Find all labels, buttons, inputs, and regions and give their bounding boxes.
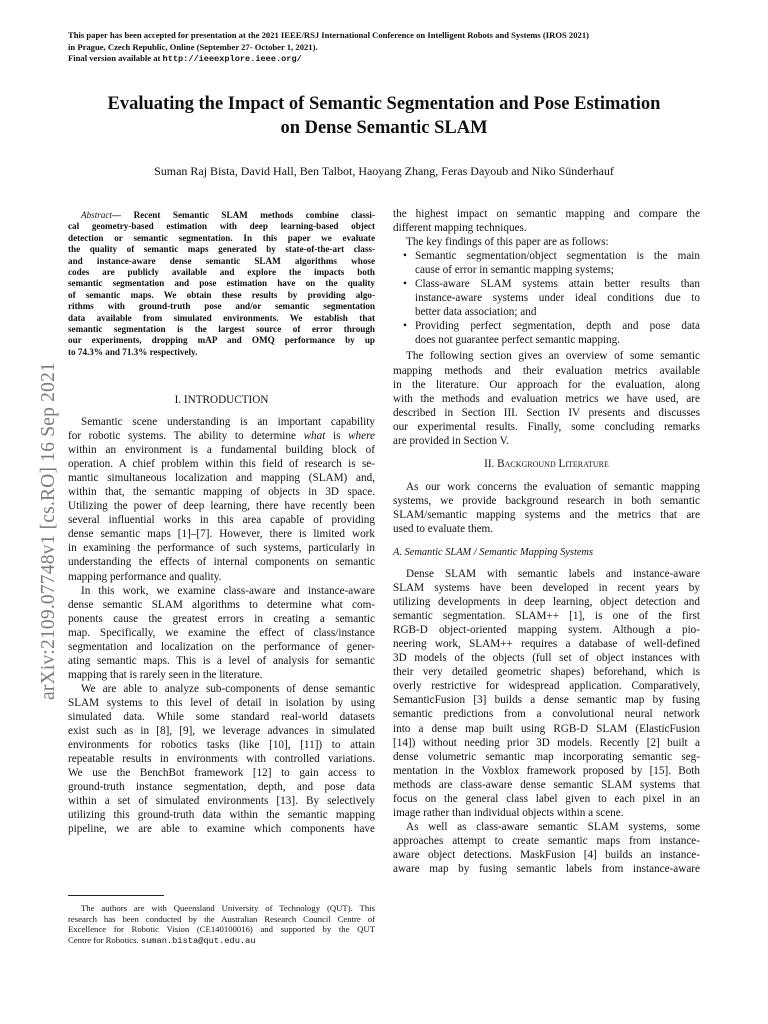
text-line: their very detailed geometric shapes) beforehand, which is bbox=[393, 666, 700, 679]
text-line: our experimental results. Finally, some concluding remarks bbox=[393, 420, 700, 433]
text-line: ponents cause the greatest errors in creating a semantic bbox=[68, 612, 375, 625]
text-line: Utilizing the power of deep learning, there have recently been bbox=[68, 500, 375, 513]
subsection-heading: A. Semantic SLAM / Semantic Mapping Systems bbox=[393, 546, 593, 558]
text-line: focus on the general class label given to each pixel in an bbox=[393, 792, 700, 805]
abstract-line: our experiments, dropping mAP and OMQ performance by up bbox=[68, 335, 375, 346]
abstract bbox=[68, 210, 375, 358]
abstract-line: semantic segmentation is the largest source of error through bbox=[68, 324, 375, 335]
text-line: used to evaluate them. bbox=[393, 522, 494, 535]
text-line: in the literature. Our approach for the evaluation, along bbox=[393, 378, 700, 391]
right-paragraph-4 bbox=[393, 820, 700, 876]
text-line: 3D models of the objects (full set of object instances with bbox=[393, 652, 700, 665]
text-line: map. Specifically, we examine the effect of class/instance bbox=[68, 626, 375, 639]
title-line-1: Evaluating the Impact of Semantic Segmentation and Pose Estimation bbox=[107, 94, 661, 114]
findings-intro: The key findings of this paper are as follows: bbox=[406, 236, 609, 249]
text-line: dense semantic maps [1]–[7]. However, there is limited work bbox=[68, 528, 375, 541]
footnote-line: Excellence for Robotic Vision (CE140100016) and supported by the QUT bbox=[68, 924, 375, 934]
text-line: simulated data. While some standard real-world datasets bbox=[68, 710, 375, 723]
text-line: for robotic systems. The ability to determine what is where bbox=[68, 430, 376, 443]
abstract-line: codes are publicly available and explore the impacts both bbox=[68, 267, 375, 278]
text-line: semantic predictions from a convolutional neural network bbox=[393, 708, 700, 721]
text-line: dense semantic SLAM algorithms to determine what com- bbox=[68, 598, 375, 611]
text-line: mantic simultaneous localization and mapping (SLAM) and, bbox=[68, 472, 375, 485]
text-line: As our work concerns the evaluation of semantic mapping bbox=[406, 480, 700, 493]
text-line: systems, we provide background research in both semantic bbox=[393, 494, 700, 507]
text-line: exist such as in [8], [9], we leverage advances in simulated bbox=[68, 725, 375, 738]
notice-line-3-prefix: Final version available at bbox=[68, 53, 163, 63]
abstract-line: cal geometry-based estimation with deep learning-based object bbox=[68, 221, 375, 232]
footnote bbox=[68, 903, 375, 946]
text-line: mentation in the Voxblox framework proposed by [15]. Both bbox=[393, 764, 700, 777]
text-line: within an environment is a fundamental building block of bbox=[68, 444, 375, 457]
text-line: several influential works in this area capable of providing bbox=[68, 514, 375, 527]
text-line: neering work, SLAM++ requires a database of well-defined bbox=[393, 638, 700, 651]
intro-paragraph-3 bbox=[68, 682, 375, 837]
text-line: repeatable results in environments with controlled variations. bbox=[68, 753, 375, 766]
text-line: Semantic scene understanding is an important capability bbox=[81, 416, 375, 428]
text-line: with the methods and evaluation metrics we have used, are bbox=[393, 392, 700, 405]
text-line: SLAM systems to this level of detail in isolation by using bbox=[68, 696, 375, 709]
right-column bbox=[393, 207, 700, 876]
right-paragraph-2 bbox=[393, 480, 700, 536]
text-line: segmentation and localization on the performance of gener- bbox=[68, 640, 375, 653]
text-line: overly restrictive for widespread application. Comparatively, bbox=[393, 680, 700, 693]
text-line: SLAM systems have been developed in recent years by bbox=[393, 582, 700, 595]
abstract-line: to 74.3% and 71.3% respectively. bbox=[68, 346, 198, 357]
text-line: operation. A chief problem within this field of research is se- bbox=[68, 458, 375, 471]
finding-item: • Semantic segmentation/object segmentation is the main cause of error in semantic mapping systems; bbox=[402, 249, 700, 277]
notice-line-2: in Prague, Czech Republic, Online (September 27- October 1, 2021). bbox=[68, 41, 318, 52]
text-line: semantic segmentation. SLAM++ [1], is one of the first bbox=[393, 610, 700, 623]
text-line: As well as class-aware semantic SLAM systems, some bbox=[406, 820, 700, 833]
finding-item: • Class-aware SLAM systems attain better results than instance-aware systems under ideal conditions due to better data association; and bbox=[402, 277, 700, 319]
text-line: mapping that is rarely seen in the literature. bbox=[68, 668, 263, 681]
section-heading-introduction: I. INTRODUCTION bbox=[174, 394, 269, 406]
abstract-line: detection or semantic segmentation. In this paper we evaluate bbox=[68, 232, 375, 243]
text-line: ground-truth instance segmentation, depth, and pose data bbox=[68, 781, 375, 794]
text-line: aware object detections. MaskFusion [4] builds an instance- bbox=[393, 848, 700, 861]
intro-paragraph-1 bbox=[68, 415, 375, 584]
text-line: ating semantic maps. This is a level of analysis for semantic bbox=[68, 654, 375, 667]
findings-list bbox=[393, 249, 700, 347]
text-line: We are able to analyze sub-components of dense semantic bbox=[81, 682, 375, 695]
right-paragraph-1 bbox=[393, 349, 700, 447]
text-line: utilizing this ground-truth data within the semantic mapping bbox=[68, 809, 375, 822]
abstract-line: rithms with ground-truth pose and/or semantic segmentation bbox=[68, 301, 375, 312]
abstract-line: of semantic maps. We obtain these results by providing algo- bbox=[68, 289, 375, 300]
notice-line-3 bbox=[68, 53, 708, 66]
text-line: mapping methods and their evaluation metrics available bbox=[393, 364, 700, 377]
text-line: environments for robotics tasks (like [10], [11]) to attain bbox=[68, 739, 375, 752]
text-line: described in Section III. Section IV presents and discusses bbox=[393, 406, 700, 419]
text-line: Dense SLAM with semantic labels and instance-aware bbox=[406, 567, 700, 580]
text-line: approaches attempt to create semantic maps from instance- bbox=[393, 834, 700, 847]
right-paragraph-0 bbox=[393, 207, 700, 235]
text-line: The following section gives an overview of some semantic bbox=[406, 350, 700, 363]
arxiv-stamp: arXiv:2109.07748v1 [cs.RO] 16 Sep 2021 bbox=[38, 362, 59, 700]
footnote-rule bbox=[68, 895, 164, 896]
text-line: mapping performance and quality. bbox=[68, 570, 222, 583]
text-line: image rather than individual objects within a scene. bbox=[393, 806, 624, 819]
text-line: within a set of simulated environments [13]. By selectively bbox=[68, 795, 375, 808]
text-line: in examining the performance of such systems, particularly in bbox=[68, 542, 375, 555]
text-line: the highest impact on semantic mapping and compare the bbox=[393, 208, 700, 220]
footnote-line: Centre for Robotics. suman.bista@qut.edu.au bbox=[68, 934, 256, 946]
paper-title bbox=[40, 92, 728, 140]
conference-notice bbox=[68, 30, 708, 66]
section-heading-background: II. Background Literature bbox=[484, 457, 609, 470]
abstract-label: Abstract bbox=[81, 210, 112, 220]
text-line: dense volumetric semantic map incorporating semantic seg- bbox=[393, 750, 700, 763]
notice-line-1: This paper has been accepted for presentation at the 2021 IEEE/RSJ International Conference on Intelligent Robots and Systems (IROS 2021) bbox=[68, 30, 589, 40]
text-line: into a dense map built using RGB-D SLAM (ElasticFusion bbox=[393, 722, 700, 735]
author-email-link[interactable]: suman.bista@qut.edu.au bbox=[140, 935, 256, 946]
footnote-line: The authors are with Queensland University of Technology (QUT). This bbox=[81, 903, 375, 913]
text-line: RGB-D object-oriented mapping system. Although a pio- bbox=[393, 624, 700, 637]
text-line: [14]) without needing prior 3D models. Recently [2] built a bbox=[393, 736, 700, 749]
left-column bbox=[68, 393, 375, 836]
text-line: within that, the semantic mapping of objects in 3D space. bbox=[68, 486, 375, 499]
text-line: are provided in Section V. bbox=[393, 434, 510, 447]
abstract-line: Abstract— Recent Semantic SLAM methods combine classi- bbox=[81, 210, 376, 220]
ieee-url-link[interactable]: http://ieeexplore.ieee.org/ bbox=[162, 54, 302, 64]
abstract-line: semantic segmentation and pose estimation have on the quality bbox=[68, 278, 375, 289]
text-line: In this work, we examine class-aware and instance-aware bbox=[81, 584, 375, 597]
abstract-dash: — bbox=[111, 210, 134, 220]
text-line: pipeline, we are able to examine which components have bbox=[68, 823, 375, 836]
text-line: different mapping techniques. bbox=[393, 222, 527, 235]
text-line: understanding the effects of internal components on semantic bbox=[68, 556, 375, 569]
text-line: methods are class-aware dense semantic SLAM systems that bbox=[393, 778, 700, 791]
finding-item: • Providing perfect segmentation, depth and pose data does not guarantee perfect semantic mapping. bbox=[402, 319, 700, 347]
right-paragraph-3 bbox=[393, 567, 700, 820]
authors: Suman Raj Bista, David Hall, Ben Talbot, Haoyang Zhang, Feras Dayoub and Niko Sünderhauf bbox=[154, 164, 614, 178]
footnote-line: research has been conducted by the Australian Research Council Centre of bbox=[68, 913, 375, 924]
text-line: SLAM/semantic mapping systems and the metrics that are bbox=[393, 508, 700, 521]
abstract-line: data available from simulated environments. We establish that bbox=[68, 312, 375, 323]
text-line: aware map by fusing semantic labels from instance-aware bbox=[393, 862, 700, 875]
abstract-line: and instance-aware dense semantic SLAM algorithms whose bbox=[68, 255, 375, 266]
text-line: We use the BenchBot framework [12] to gain access to bbox=[68, 767, 375, 780]
title-line-2: on Dense Semantic SLAM bbox=[280, 118, 488, 138]
text-line: SemanticFusion [3] builds a dense semantic map by fusing bbox=[393, 694, 700, 707]
intro-paragraph-2 bbox=[68, 584, 375, 682]
abstract-line: the quality of semantic maps generated by state-of-the-art class- bbox=[68, 244, 375, 255]
text-line: utilizing developments in deep learning, object detection and bbox=[393, 596, 700, 609]
